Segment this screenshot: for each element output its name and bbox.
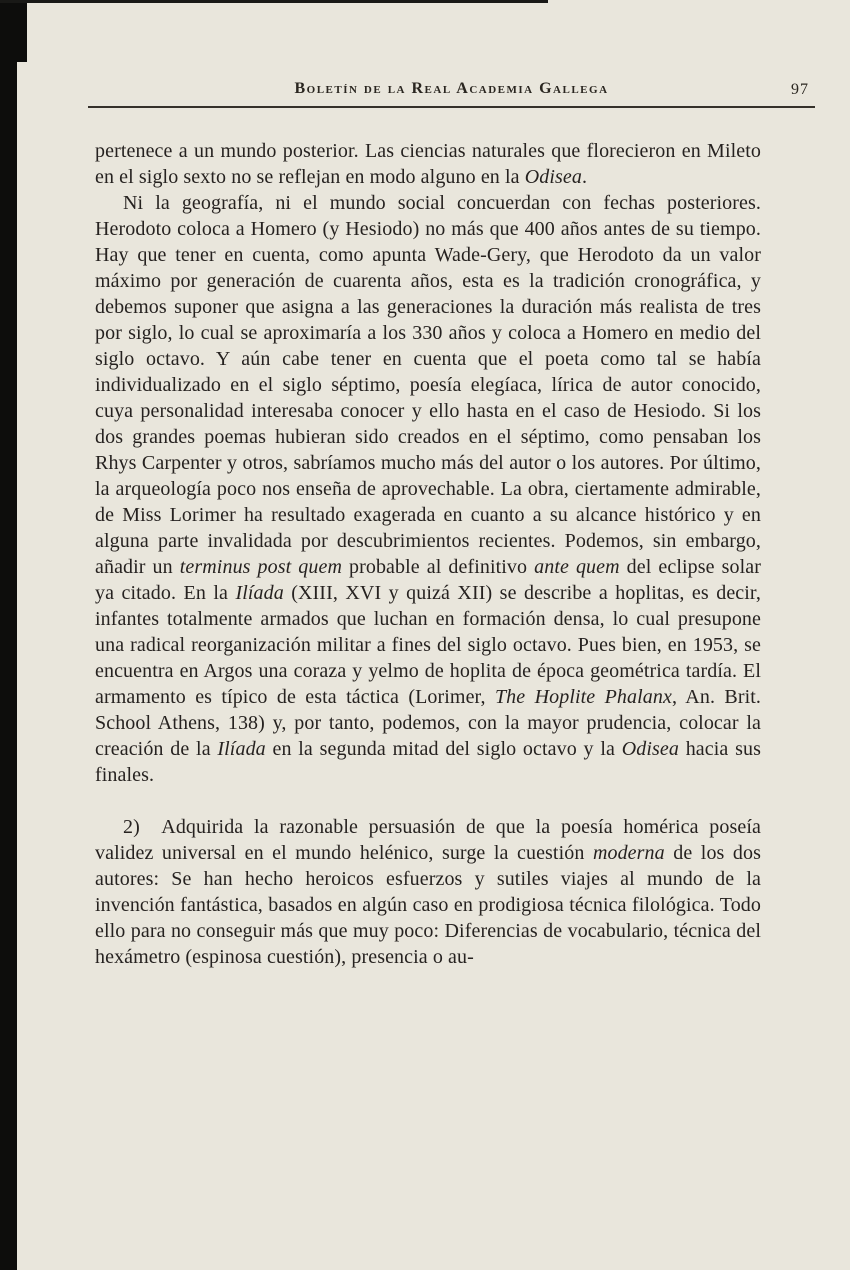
italic-text-run: moderna [592,842,665,864]
italic-text-run: terminus post quem [179,556,342,578]
italic-text-run: Odisea [621,738,679,760]
scan-gutter-artifact [0,0,17,1270]
text-run: 2) Adquirida la razonable persuasión de que la poesía homérica poseía validez universal en el mundo helénico, surge la cuestión [95,816,761,864]
text-run: pertenece a un mundo posterior. Las ciencias naturales que florecieron en Mileto en el siglo sexto no se reflejan en modo alguno en la [95,140,761,188]
italic-text-run: The Hoplite Phalanx [494,686,672,708]
italic-text-run: Odisea [524,166,582,188]
scan-top-edge-artifact [0,0,548,3]
text-run: , An. Brit. School Athens, 138) y, por tanto, podemos, con la mayor prudencia, colocar la creación de la [95,686,761,760]
text-run: hacia sus finales. [95,738,761,786]
page-body [95,138,761,970]
italic-text-run: Ilíada [235,582,284,604]
text-run: en la segunda mitad del siglo octavo y la [265,738,622,760]
journal-title: Boletín de la Real Academia Gallega [294,80,609,97]
text-run: (XIII, XVI y quizá XII) se describe a hoplitas, es decir, infantes totalmente armados que luchan en formación densa, lo cual presupone una radical reorganización militar a fines del siglo octavo. Pues bien, en 1953, se encuentra en Argos una coraza y yelmo de hoplita de época geométrica tardía. El armamento es típico de esta táctica (Lorimer, [95,582,761,708]
scan-gutter-top-artifact [0,0,27,62]
text-run: del eclipse solar ya citado. En la [95,556,761,604]
header-rule [88,106,815,108]
italic-text-run: Ilíada [217,738,266,760]
italic-text-run: ante quem [534,556,620,578]
text-run: . [582,166,588,188]
text-run: Ni la geografía, ni el mundo social concuerdan con fechas posteriores. Herodoto coloca a Homero (y Hesiodo) no más que 400 años antes de su tiempo. Hay que tener en cuenta, como apunta Wade-Gery, que Herodoto da un valor máximo por generación de cuarenta años, esta es la tradición cronográfica, y debemos suponer que asigna a las generaciones la duración más realista de tres por siglo, lo cual se aproximaría a los 330 años y coloca a Homero en medio del siglo octavo. Y aún cabe tener en cuenta que el poeta como tal se había individualizado en el siglo séptimo, poesía elegíaca, lírica de autor conocido, cuya personalidad interesaba conocer y ello hasta en el caso de Hesiodo. Si los dos grandes poemas hubieran sido creados en el séptimo, como pensaban los Rhys Carpenter y otros, sabríamos mucho más del autor o los autores. Por último, la arqueología poco nos enseña de aprovechable. La obra, ciertamente admirable, de Miss Lorimer ha resultado exagerada en cuanto a su alcance histórico y en alguna parte invalidada por descubrimientos recientes. Podemos, sin embargo, añadir un [95,192,761,578]
text-run: probable al definitivo [342,556,535,578]
paragraph-1 [95,138,761,190]
paragraph-3 [95,814,761,970]
page-number: 97 [791,81,809,98]
text-run: de los dos autores: Se han hecho heroicos esfuerzos y sutiles viajes al mundo de la invención fantástica, basados en algún caso en prodigiosa técnica filológica. Todo ello para no conseguir más que muy poco: Diferencias de vocabulario, técnica del hexámetro (espinosa cuestión), presencia o au- [95,842,761,968]
paragraph-2 [95,190,761,788]
page-header [88,80,815,102]
